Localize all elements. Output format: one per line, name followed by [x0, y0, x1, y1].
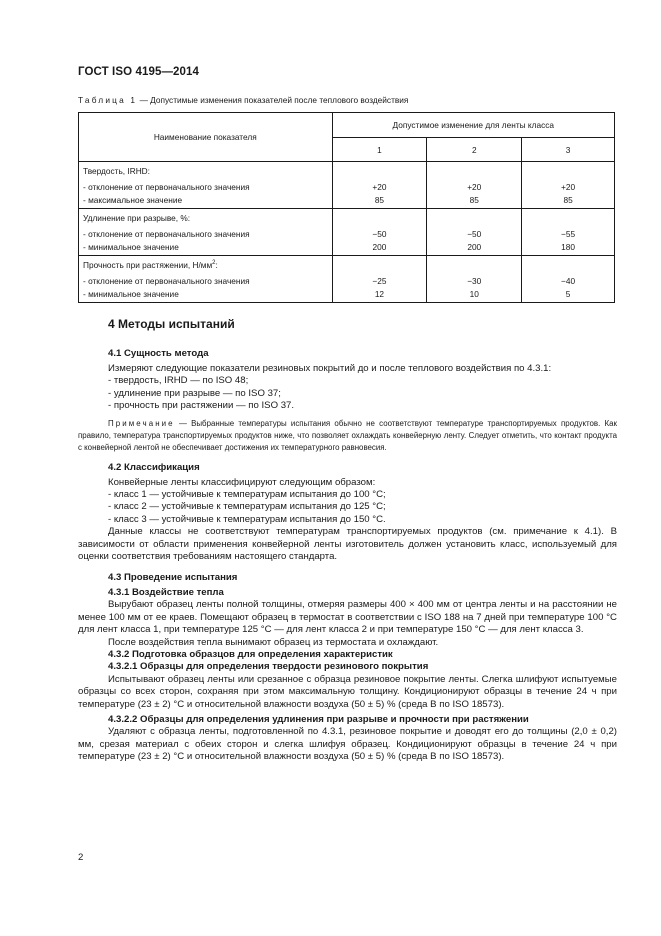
- table-row: [79, 193, 615, 209]
- table-row: [79, 228, 615, 240]
- paragraph: Удаляют с образца ленты, подготовленной по 4.3.1, резиновое покрытие и доводят его до толщины (2,0 ± 0,2) мм, срезая материал с обеих сторон и слегка шлифуя образец. Кондиционируют образцы в течение 24 ч при температуре (23 ± 2) °С и относительной влажности воздуха (50 ± 5) % (среда В по ISO 18573).: [78, 726, 617, 763]
- list-item: - класс 2 — устойчивые к температурам испытания до 125 °С;: [108, 501, 386, 513]
- note-label: Примечание: [108, 419, 175, 429]
- cell-value: −50: [332, 228, 427, 240]
- list-item: - класс 1 — устойчивые к температурам испытания до 100 °С;: [108, 489, 386, 501]
- group-title-hardness: Твердость, IRHD:: [79, 162, 333, 181]
- paragraph: После воздействия тепла вынимают образец из термостата и охлаждают.: [108, 636, 439, 648]
- cell-value: +20: [332, 181, 427, 193]
- table-caption: [78, 95, 408, 105]
- paragraph: Испытывают образец ленты или срезанное с образца резиновое покрытие ленты. Слегка шлифуют испытуемые образцы со всех сторон, сохраняя при этом максимальную толщину. Кондиционируют образцы в течение 24 ч при температуре (23 ± 2) °С и относительной влажности воздуха (50 ± 5) % (среда В по ISO 18573).: [78, 673, 617, 710]
- group-title-elongation: Удлинение при разрыве, %:: [79, 209, 333, 228]
- col-header-class-2: 2: [427, 138, 522, 162]
- cell-value: −50: [427, 228, 522, 240]
- paragraph: Вырубают образец ленты полной толщины, отмеряя размеры 400 × 400 мм от центра ленты и на расстоянии не менее 100 мм от ее краев. Помещают образец в термостат в соответствии с ISO 188 на 7 дней при температуре 100 °С для лент класса 1, при температуре 125 °С — для лент класса 2 и при температуре 150 °С — для лент класса 3.: [78, 599, 617, 636]
- table-row: [79, 181, 615, 193]
- cell-value: 200: [332, 240, 427, 256]
- list-item: - прочность при растяжении — по ISO 37.: [108, 400, 295, 412]
- paragraph: Измеряют следующие показатели резиновых покрытий до и после теплового воздействия по 4.3.1:: [108, 362, 552, 374]
- subsection-title-4-1: 4.1 Сущность метода: [108, 348, 209, 360]
- cell-value: 85: [332, 193, 427, 209]
- cell-value: 200: [427, 240, 522, 256]
- col-header-class-1: 1: [332, 138, 427, 162]
- cell-value: −30: [427, 275, 522, 287]
- cell-value: −25: [332, 275, 427, 287]
- col-header-group: Допустимое изменение для ленты класса: [332, 113, 614, 138]
- row-label: - отклонение от первоначального значения: [79, 181, 333, 193]
- section-title: 4 Методы испытаний: [108, 317, 235, 331]
- table-row: [79, 287, 615, 303]
- table-group-row: [79, 162, 615, 181]
- cell-value: 12: [332, 287, 427, 303]
- tolerance-table: [78, 112, 615, 303]
- cell-value: 5: [522, 287, 615, 303]
- subsection-title-4-3-1: 4.3.1 Воздействие тепла: [108, 586, 224, 598]
- cell-value: −55: [522, 228, 615, 240]
- row-label: - минимальное значение: [79, 240, 333, 256]
- subsection-title-4-3-2-1: 4.3.2.1 Образцы для определения твердости резинового покрытия: [108, 661, 429, 673]
- subsection-title-4-3-2-2: 4.3.2.2 Образцы для определения удлинения при разрыве и прочности при растяжении: [108, 713, 529, 725]
- cell-value: 85: [427, 193, 522, 209]
- cell-value: −40: [522, 275, 615, 287]
- subsection-title-4-3-2: 4.3.2 Подготовка образцов для определения характеристик: [108, 648, 393, 660]
- table-caption-label: Таблица 1: [78, 95, 138, 105]
- table-row: [79, 240, 615, 256]
- row-label: - минимальное значение: [79, 287, 333, 303]
- list-item: - твердость, IRHD — по ISO 48;: [108, 375, 249, 387]
- cell-value: 10: [427, 287, 522, 303]
- cell-value: +20: [427, 181, 522, 193]
- row-label: - отклонение от первоначального значения: [79, 275, 333, 287]
- group-title-tensile: Прочность при растяжении, $Н/мм^2$:: [79, 256, 333, 275]
- table-row: [79, 275, 615, 287]
- note-text: — Выбранные температуры испытания обычно не соответствуют температуре транспортируемых продуктов. Как правило, температура транспортируемых продуктов ниже, что позволяет охлаждать конвейерную ленту. Следует отметить, что контакт продукта с конвейерной лентой не обеспечивает достижения их температурного равновесия.: [78, 419, 617, 452]
- subsection-title-4-2: 4.2 Классификация: [108, 462, 200, 474]
- section-4: [78, 318, 617, 764]
- list-item: - класс 3 — устойчивые к температурам испытания до 150 °С.: [108, 513, 386, 525]
- paragraph: Данные классы не соответствуют температурам транспортируемых продуктов (см. примечание к 4.1). В зависимости от области применения конвейерной ленты изготовитель должен установить класс, используемый для оценки соответствия требованиям настоящего стандарта.: [78, 526, 617, 563]
- subsection-title-4-3: 4.3 Проведение испытания: [108, 572, 238, 584]
- row-label: - отклонение от первоначального значения: [79, 228, 333, 240]
- table-group-row: [79, 256, 615, 275]
- row-label: - максимальное значение: [79, 193, 333, 209]
- col-header-class-3: 3: [522, 138, 615, 162]
- page-number: 2: [78, 852, 84, 863]
- note: [78, 418, 617, 453]
- cell-value: 180: [522, 240, 615, 256]
- list-item: - удлинение при разрыве — по ISO 37;: [108, 387, 281, 399]
- table-caption-text: — Допустимые изменения показателей после теплового воздействия: [137, 95, 409, 105]
- col-header-name: Наименование показателя: [79, 113, 333, 162]
- cell-value: +20: [522, 181, 615, 193]
- document-header: ГОСТ ISO 4195—2014: [78, 66, 200, 78]
- cell-value: 85: [522, 193, 615, 209]
- table-group-row: [79, 209, 615, 228]
- paragraph: Конвейерные ленты классифицируют следующим образом:: [108, 476, 376, 488]
